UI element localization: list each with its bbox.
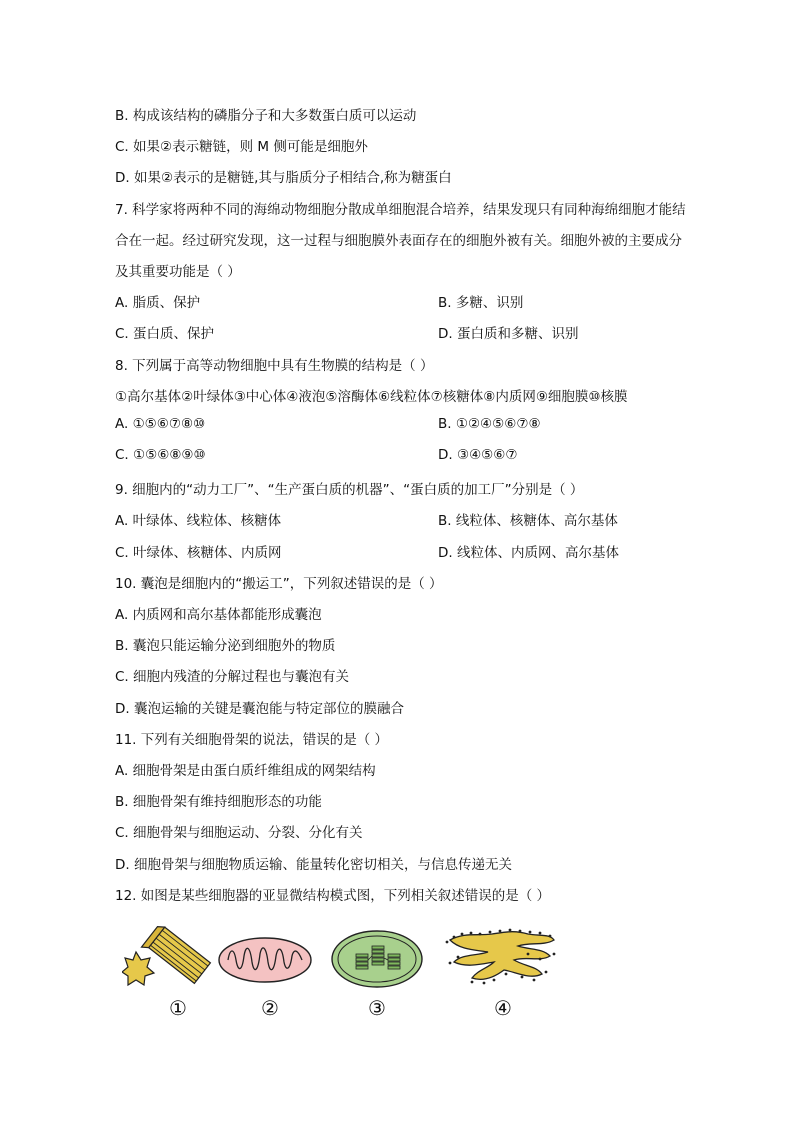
q10-option-c: C. 细胞内残渣的分解过程也与囊泡有关 xyxy=(115,669,350,685)
q9-option-c: C. 叶绿体、核糖体、内质网 xyxy=(115,545,282,561)
figure-label-3: ③ xyxy=(368,996,386,1020)
figure-label-4: ④ xyxy=(494,996,512,1020)
q11-option-b: B. 细胞骨架有维持细胞形态的功能 xyxy=(115,794,322,810)
q9-option-d: D. 线粒体、内质网、高尔基体 xyxy=(438,545,619,561)
q7-option-b: B. 多糖、识别 xyxy=(438,295,524,311)
q10-option-a: A. 内质网和高尔基体都能形成囊泡 xyxy=(115,607,322,623)
q7-stem-line1: 7. 科学家将两种不同的海绵动物细胞分散成单细胞混合培养，结果发现只有同种海绵细胞才能结 xyxy=(115,202,686,218)
q7-option-a: A. 脂质、保护 xyxy=(115,295,201,311)
q8-items: ①高尔基体②叶绿体③中心体④液泡⑤溶酶体⑥线粒体⑦核糖体⑧内质网⑨细胞膜⑩核膜 xyxy=(115,389,628,405)
mitochondrion-figure xyxy=(216,934,314,986)
q10-option-b: B. 囊泡只能运输分泌到细胞外的物质 xyxy=(115,638,336,654)
option-d-membrane: D. 如果②表示的是糖链,其与脂质分子相结合,称为糖蛋白 xyxy=(115,170,452,186)
option-b-membrane: B. 构成该结构的磷脂分子和大多数蛋白质可以运动 xyxy=(115,108,417,124)
q11-option-d: D. 细胞骨架与细胞物质运输、能量转化密切相关，与信息传递无关 xyxy=(115,857,512,873)
q8-option-a: A. ①⑤⑥⑦⑧⑩ xyxy=(115,416,206,432)
q8-option-c: C. ①⑤⑥⑧⑨⑩ xyxy=(115,447,206,463)
q7-stem-line2: 合在一起。经过研究发现，这一过程与细胞膜外表面存在的细胞外被有关。细胞外被的主要成分 xyxy=(115,233,682,249)
q7-stem-line3: 及其重要功能是（ ） xyxy=(115,264,241,280)
q11-stem: 11. 下列有关细胞骨架的说法，错误的是（ ） xyxy=(115,732,389,748)
q7-option-d: D. 蛋白质和多糖、识别 xyxy=(438,326,579,342)
endoplasmic-reticulum-figure xyxy=(444,926,558,988)
q11-option-c: C. 细胞骨架与细胞运动、分裂、分化有关 xyxy=(115,825,363,841)
q9-stem: 9. 细胞内的“动力工厂”、“生产蛋白质的机器”、“蛋白质的加工厂”分别是（ ） xyxy=(115,482,584,498)
q11-option-a: A. 细胞骨架是由蛋白质纤维组成的网架结构 xyxy=(115,763,376,779)
centriole-figure xyxy=(122,922,214,990)
q8-option-d: D. ③④⑤⑥⑦ xyxy=(438,447,518,463)
figure-label-1: ① xyxy=(169,996,187,1020)
q12-stem: 12. 如图是某些细胞器的亚显微结构模式图，下列相关叙述错误的是（ ） xyxy=(115,888,551,904)
q10-stem: 10. 囊泡是细胞内的“搬运工”，下列叙述错误的是（ ） xyxy=(115,576,443,592)
q9-option-a: A. 叶绿体、线粒体、核糖体 xyxy=(115,513,282,529)
option-c-membrane: C. 如果②表示糖链，则 M 侧可能是细胞外 xyxy=(115,139,368,155)
chloroplast-figure xyxy=(330,928,424,990)
figure-label-2: ② xyxy=(261,996,279,1020)
q9-option-b: B. 线粒体、核糖体、高尔基体 xyxy=(438,513,618,529)
q8-stem: 8. 下列属于高等动物细胞中具有生物膜的结构是（ ） xyxy=(115,358,434,374)
q10-option-d: D. 囊泡运输的关键是囊泡能与特定部位的膜融合 xyxy=(115,701,404,717)
q7-option-c: C. 蛋白质、保护 xyxy=(115,326,215,342)
q8-option-b: B. ①②④⑤⑥⑦⑧ xyxy=(438,416,541,432)
